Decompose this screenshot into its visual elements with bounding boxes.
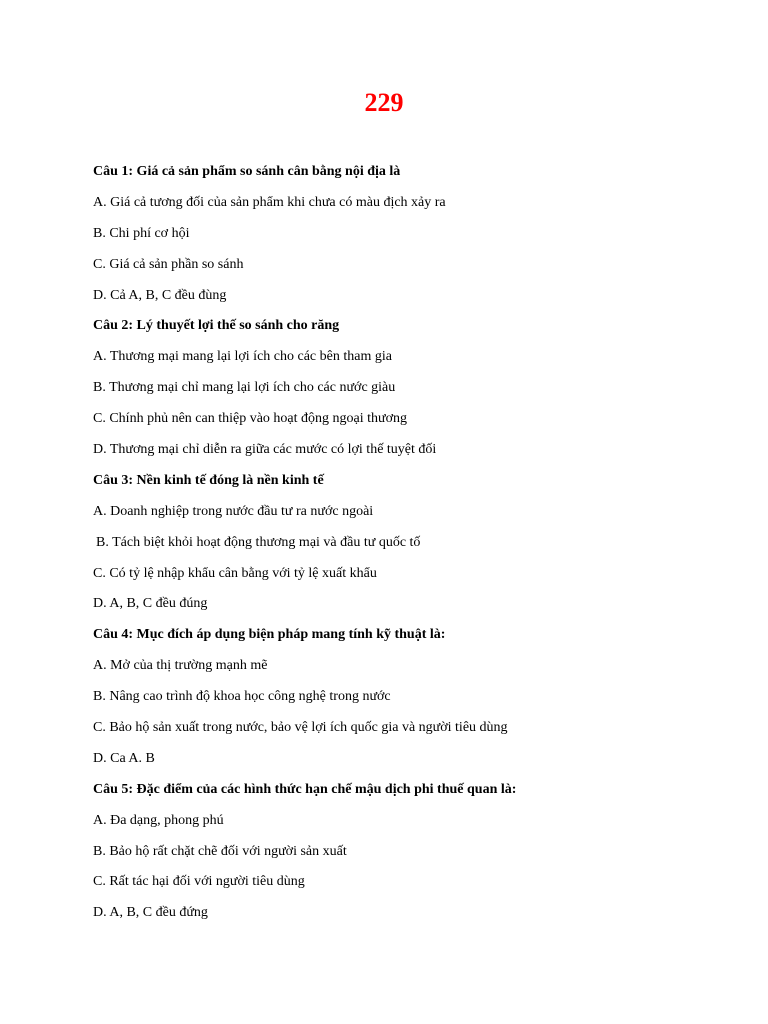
question-4-title: Câu 4: Mục đích áp dụng biện pháp mang tính kỹ thuật là: [93,627,446,643]
question-3-option-a: A. Doanh nghiệp trong nước đầu tư ra nước ngoài [93,503,374,519]
question-3-option-b: B. Tách biệt khỏi hoạt động thương mại và đầu tư quốc tố [96,534,421,550]
question-4-option-a: A. Mở của thị trường mạnh mẽ [93,658,268,674]
question-2-option-b: B. Thương mại chỉ mang lại lợi ích cho các nước giàu [93,380,396,396]
question-5-title: Câu 5: Đặc điểm của các hình thức hạn chế mậu dịch phi thuế quan là: [93,781,517,797]
question-4-option-b: B. Nâng cao trình độ khoa học công nghệ trong nước [93,689,391,705]
question-1-title: Câu 1: Giá cả sản phẩm so sánh cân bằng nội địa là [93,164,401,179]
question-3-title: Câu 3: Nền kinh tế đóng là nền kinh tế [93,472,324,488]
question-list [93,160,733,932]
question-3-option-d: D. A, B, C đều đúng [93,596,208,612]
question-2-option-c: C. Chính phủ nên can thiệp vào hoạt động ngoại thương [93,411,408,427]
question-5-option-a: A. Đa dạng, phong phú [93,812,224,828]
question-2-title: Câu 2: Lý thuyết lợi thế so sánh cho răng [93,318,340,334]
page-number: 229 [364,88,404,117]
question-4-option-d: D. Ca A. B [93,750,155,766]
question-5-option-c: C. Rất tác hại đối với người tiêu dùng [93,874,305,890]
question-5-option-d: D. A, B, C đều đứng [93,905,208,921]
question-2-option-d: D. Thương mại chỉ diễn ra giữa các mước có lợi thế tuyệt đối [93,442,437,458]
question-4-option-c: C. Bảo hộ sản xuất trong nước, bảo vệ lợi ích quốc gia và người tiêu dùng [93,720,508,736]
question-5-option-b: B. Bảo hộ rất chặt chẽ đối với người sản xuất [93,843,347,859]
question-1-option-d: D. Cả A, B, C đều đùng [93,287,227,303]
question-2-option-a: A. Thương mại mang lại lợi ích cho các bên tham gia [93,349,392,365]
question-1-option-b: B. Chi phí cơ hội [93,225,190,241]
question-1-option-c: C. Giá cả sản phần so sánh [93,256,244,272]
question-3-option-c: C. Có tỷ lệ nhập khẩu cân bằng với tỷ lệ xuất khẩu [93,565,377,581]
question-1-option-a: A. Giá cả tương đối của sản phẩm khi chưa có màu địch xảy ra [93,194,446,210]
